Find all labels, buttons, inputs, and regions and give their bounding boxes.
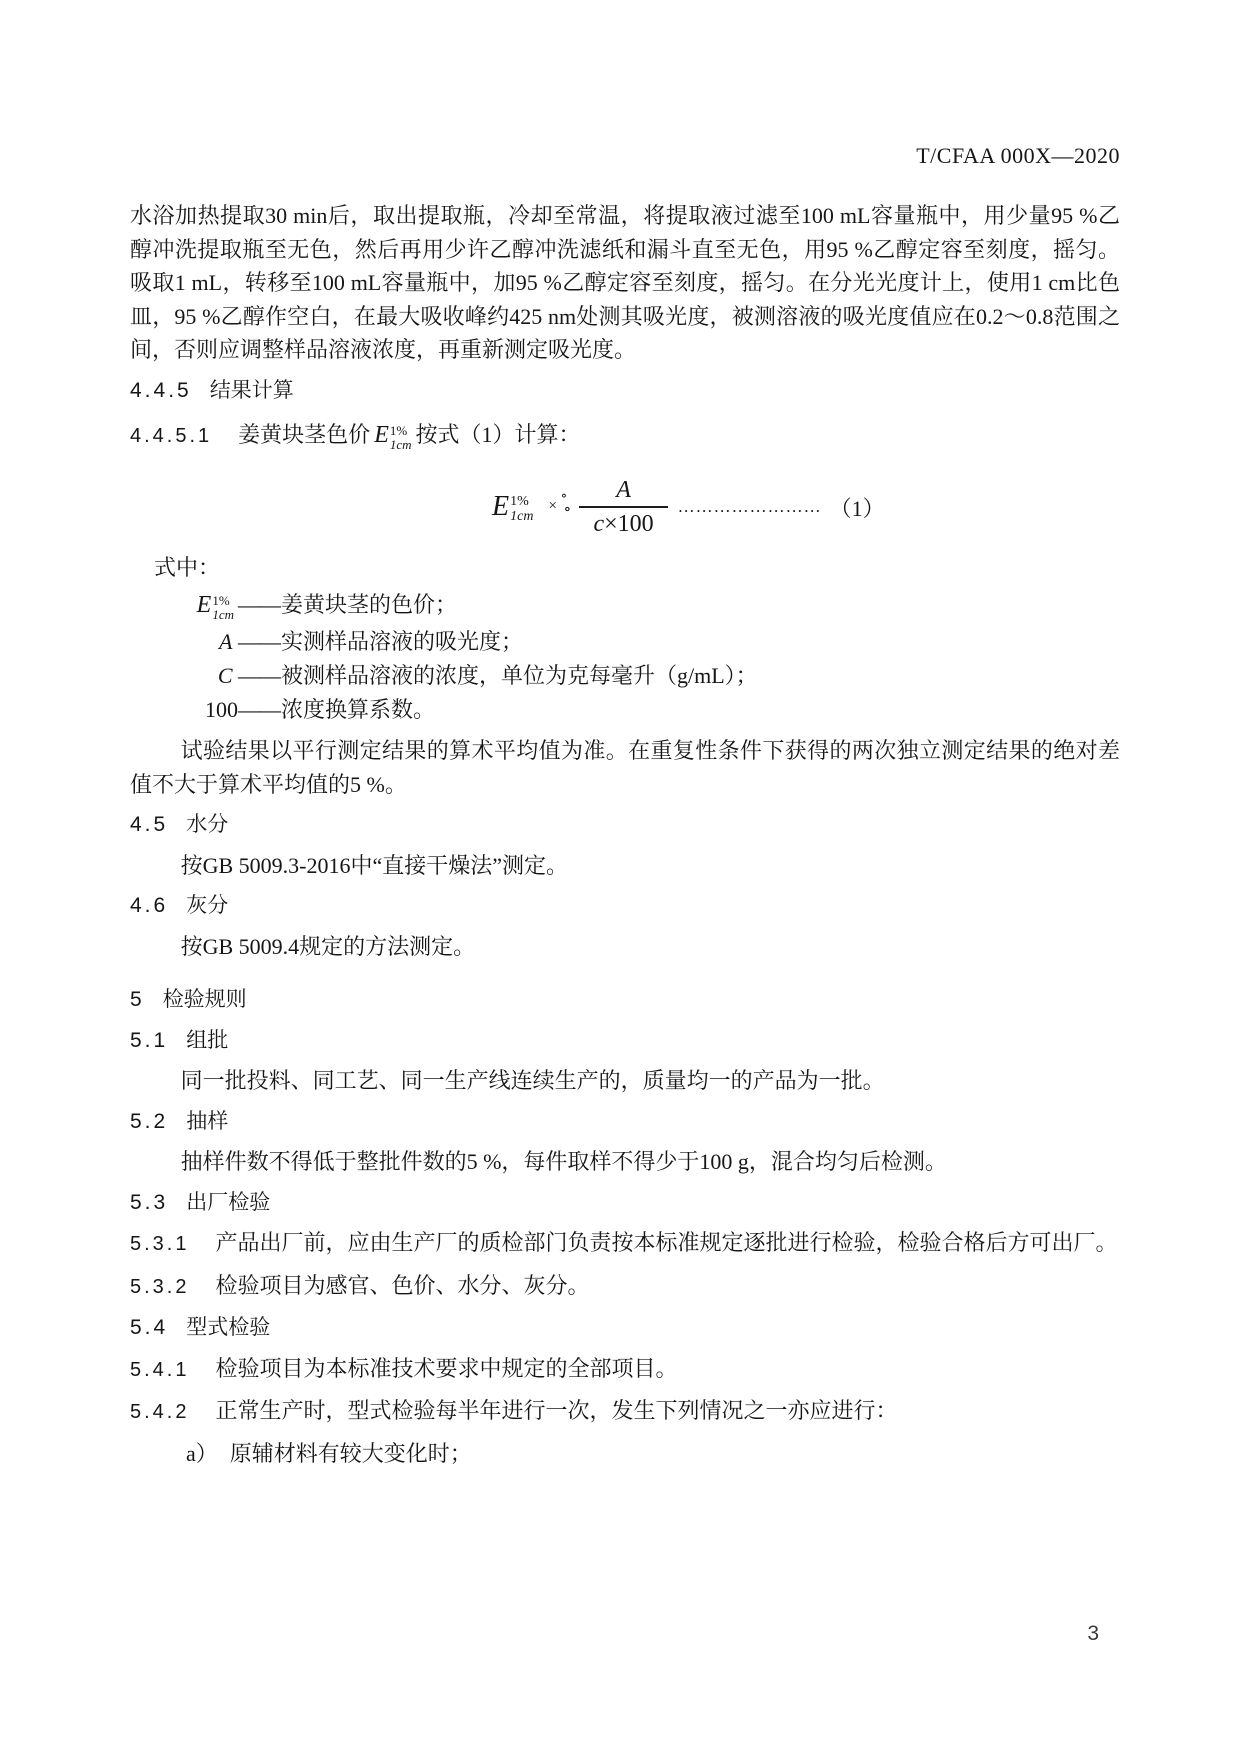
- fraction-numerator: A: [616, 476, 631, 503]
- equation-number: （1）: [829, 495, 885, 521]
- page-number: 3: [1087, 1622, 1099, 1645]
- clause-5-4-2: [130, 1394, 1120, 1430]
- heading-number: 5.4: [130, 1316, 169, 1339]
- denominator-c: c: [593, 511, 605, 537]
- heading-title: 水分: [186, 813, 229, 836]
- clause-4-4-5-1: [130, 414, 1120, 457]
- symbol-e-sub: 1cm: [212, 607, 234, 622]
- intro-paragraph: 水浴加热提取30 min后，取出提取瓶，冷却至常温，将提取液过滤至100 mL容量瓶中，用少量95 %乙醇冲洗提取瓶至无色，然后再用少许乙醇冲洗滤纸和漏斗直至无色，用95 %乙醇定容至刻度，摇匀。吸取1 mL，转移至100 mL容量瓶中，加95 %乙醇定容至刻度，摇匀。在分光光度计上，使用1 cm比色皿，95 %乙醇作空白，在最大吸收峰约425 nm处测其吸光度，被测溶液的吸光度值应在0.2～0.8范围之间，否则应调整样品溶液浓度，再重新测定吸光度。: [130, 203, 1120, 362]
- color-value-symbol: [374, 414, 411, 456]
- list-text: 原辅材料有较大变化时；: [229, 1440, 472, 1466]
- heading-5-1: [130, 1024, 1120, 1058]
- symbol-e-scripts: [212, 594, 234, 621]
- heading-number: 4.6: [130, 894, 169, 917]
- definition-row: [138, 693, 1120, 727]
- symbol-e-base: E: [492, 491, 510, 522]
- symbol-e-sup: 1%: [212, 593, 230, 609]
- definition-term: [138, 693, 238, 727]
- definition-dash: ——: [238, 663, 280, 688]
- definition-desc: 浓度换算系数。: [281, 697, 436, 722]
- header-doc-code: T/CFAA 000X—2020: [916, 143, 1120, 168]
- clause-text-before-symbol: 姜黄块茎色价: [238, 422, 371, 447]
- symbol-e-scripts: [390, 424, 412, 451]
- symbol-e-scripts: [510, 495, 533, 524]
- heading-title: 组批: [186, 1028, 229, 1052]
- denominator-times-100: ×100: [604, 511, 654, 537]
- term-symbol: 100: [205, 697, 238, 722]
- definition-term: [138, 585, 238, 625]
- heading-title: 结果计算: [209, 378, 294, 402]
- result-note-paragraph: 试验结果以平行测定结果的算术平均值为准。在重复性条件下获得的两次独立测定结果的绝对差值不大于算术平均值的5 %。: [130, 738, 1120, 797]
- definition-dash: ——: [238, 629, 280, 654]
- clause-5-4-1: [130, 1352, 1120, 1388]
- symbol-e-sub: 1cm: [510, 509, 534, 524]
- clause-text: 检验项目为本标准技术要求中规定的全部项目。: [215, 1355, 678, 1381]
- glyph-times: ×: [548, 498, 557, 514]
- symbol-e-sub: 1cm: [389, 437, 412, 452]
- definition-desc: 姜黄块茎的色价；: [281, 592, 458, 617]
- symbol-e-base: E: [374, 422, 389, 448]
- heading-number: 5.3: [130, 1190, 169, 1214]
- heading-4-4-5: [130, 374, 1120, 408]
- clause-number: 5.4.1: [130, 1358, 190, 1381]
- where-label: 式中：: [154, 555, 221, 580]
- body-5-2: 抽样件数不得低于整批件数的5 %，每件取样不得少于100 g，混合均匀后检测。: [180, 1149, 947, 1174]
- definition-row: [138, 585, 1120, 625]
- term-symbol: C: [217, 663, 233, 688]
- heading-title: 型式检验: [186, 1316, 271, 1339]
- heading-title: 出厂检验: [186, 1190, 271, 1214]
- body-4-6: 按GB 5009.4规定的方法测定。: [180, 933, 476, 959]
- heading-number: 4.4.5: [130, 378, 192, 402]
- definition-term: [138, 659, 238, 693]
- glyph-ring-top: ∘: [560, 489, 568, 504]
- glyph-ring-right: ∘: [563, 501, 572, 518]
- clause-number: 5.4.2: [130, 1401, 190, 1423]
- clause-5-3-1: [130, 1226, 1120, 1262]
- symbol-e-sup: 1%: [510, 494, 529, 510]
- heading-title: 灰分: [186, 894, 229, 917]
- color-value-symbol: [197, 585, 234, 625]
- fraction: [579, 477, 667, 538]
- clause-text-after-symbol: 按式（1）计算：: [415, 422, 581, 447]
- clause-text: 产品出厂前，应由生产厂的质检部门负责按本标准规定逐批进行检验，检验合格后方可出厂。: [215, 1230, 1118, 1255]
- definition-term: [138, 625, 238, 659]
- term-symbol: A: [219, 629, 233, 654]
- definition-row: [138, 659, 1120, 693]
- definition-row: [138, 625, 1120, 659]
- clause-number: 4.4.5.1: [130, 425, 213, 447]
- equals-glyph-icon: [547, 491, 575, 523]
- leader-dots: ……………………: [677, 497, 822, 516]
- formula-1: [130, 471, 1120, 543]
- color-value-symbol: [492, 491, 533, 523]
- clause-number: 5.3.1: [130, 1233, 190, 1255]
- heading-5: [130, 983, 1120, 1017]
- heading-title: 抽样: [186, 1109, 229, 1133]
- body-4-5: 按GB 5009.3-2016中“直接干燥法”测定。: [180, 852, 569, 878]
- definition-dash: ——: [238, 592, 280, 617]
- heading-5-2: [130, 1105, 1120, 1139]
- symbol-e-sup: 1%: [389, 423, 408, 439]
- clause-number: 5.3.2: [130, 1275, 190, 1298]
- definition-dash: ——: [238, 697, 280, 722]
- clause-5-3-2: [130, 1269, 1120, 1305]
- body-5-1: 同一批投料、同工艺、同一生产线连续生产的，质量均一的产品为一批。: [180, 1068, 885, 1093]
- heading-5-3: [130, 1186, 1120, 1220]
- heading-4-5: [130, 808, 1120, 842]
- heading-number: 5: [130, 988, 145, 1011]
- heading-number: 5.2: [130, 1109, 169, 1133]
- list-item-a: [186, 1437, 1120, 1471]
- definition-desc: 实测样品溶液的吸光度；: [281, 629, 524, 654]
- heading-title: 检验规则: [162, 988, 247, 1011]
- heading-number: 4.5: [130, 813, 169, 836]
- definition-desc: 被测样品溶液的浓度，单位为克每毫升（g/mL）；: [281, 663, 758, 688]
- heading-4-6: [130, 889, 1120, 923]
- clause-text: 正常生产时，型式检验每半年进行一次，发生下列情况之一亦应进行：: [215, 1398, 898, 1423]
- heading-number: 5.1: [130, 1028, 169, 1052]
- clause-text: 检验项目为感官、色价、水分、灰分。: [215, 1272, 590, 1298]
- list-marker: a）: [186, 1440, 218, 1466]
- symbol-e-base: E: [196, 592, 212, 618]
- heading-5-4: [130, 1311, 1120, 1345]
- fraction-denominator: [579, 506, 667, 537]
